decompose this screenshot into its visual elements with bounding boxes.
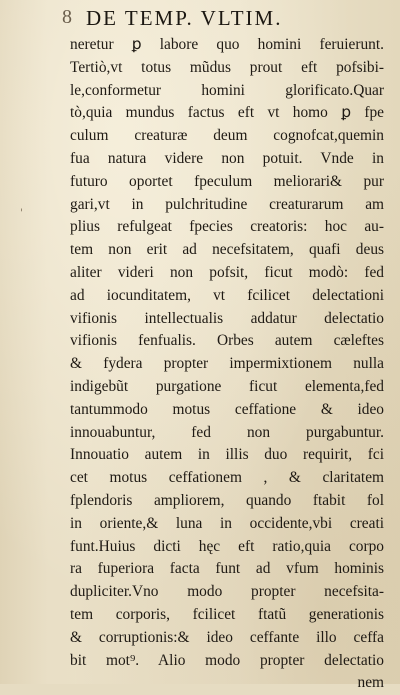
text-line: funt.Huius dicti hęc eft ratio,quia corpo [70,537,384,555]
text-line: fplendoris ampliorem, quando ftabit fol [70,491,384,509]
text-line: ad iocunditatem, vt fcilicet delectationi [70,286,384,304]
text-line: indigebũt purgatione ficut elementa,fed [70,377,384,395]
text-line: tantummodo motus ceffatione & ideo [70,400,384,418]
text-line: vifionis intellectualis addatur delectatio [70,309,384,327]
text-line: gari,vt in pulchritudine creaturarum am [70,195,384,213]
text-line: Innouatio autem in illis duo requirit, fci [70,446,384,464]
text-line: tem non erit ad necefsitatem, quafi deus [70,241,384,259]
text-line: le,conformetur homini glorificato.Quar [70,81,384,99]
text-line: bit mot⁹. Alio modo propter delectatio [70,651,384,669]
text-line: & corruptionis:& ideo ceffante illo ceffa [70,628,384,646]
text-line: fua natura videre non potuit. Vnde in [70,149,384,167]
text-line: Tertiò,vt totus mũdus prout eft pofsibi- [70,58,384,76]
text-line: plius refulgeat fpecies creatoris: hoc au- [70,218,384,236]
text-line: in oriente,& luna in occidente,vbi creati [70,514,384,532]
text-line: culum creaturæ deum cognofcat,quemin [70,127,384,145]
text-line-catchword: nem [357,674,384,692]
text-line: vifionis fenfualis. Orbes autem cæleftes [70,332,384,350]
running-head: DE TEMP. VLTIM. [86,6,283,30]
text-line: cet motus ceffationem , & claritatem [70,469,384,487]
margin-mark: ' [20,208,23,219]
text-line: innouabuntur, fed non purgabuntur. [70,423,384,441]
text-line: neretur ꝑ labore quo homini feruierunt. [70,36,384,53]
text-line: & fydera propter impermixtionem nulla [70,355,384,373]
text-line: futuro oportet fpeculum meliorari& pur [70,172,384,190]
text-line: aliter videri non pofsit, ficut modò: fed [70,263,384,281]
text-line: tò,quia mundus factus eft vt homo ꝑ fpe [70,104,384,122]
body-text [70,34,384,695]
text-line: ra fuperiora facta funt ad vfum hominis [70,560,384,578]
page-number: 8 [62,6,72,28]
text-line: tem corporis, fcilicet ftatũ generationis [70,605,384,623]
text-line: dupliciter.Vno modo propter necefsita- [70,583,384,601]
